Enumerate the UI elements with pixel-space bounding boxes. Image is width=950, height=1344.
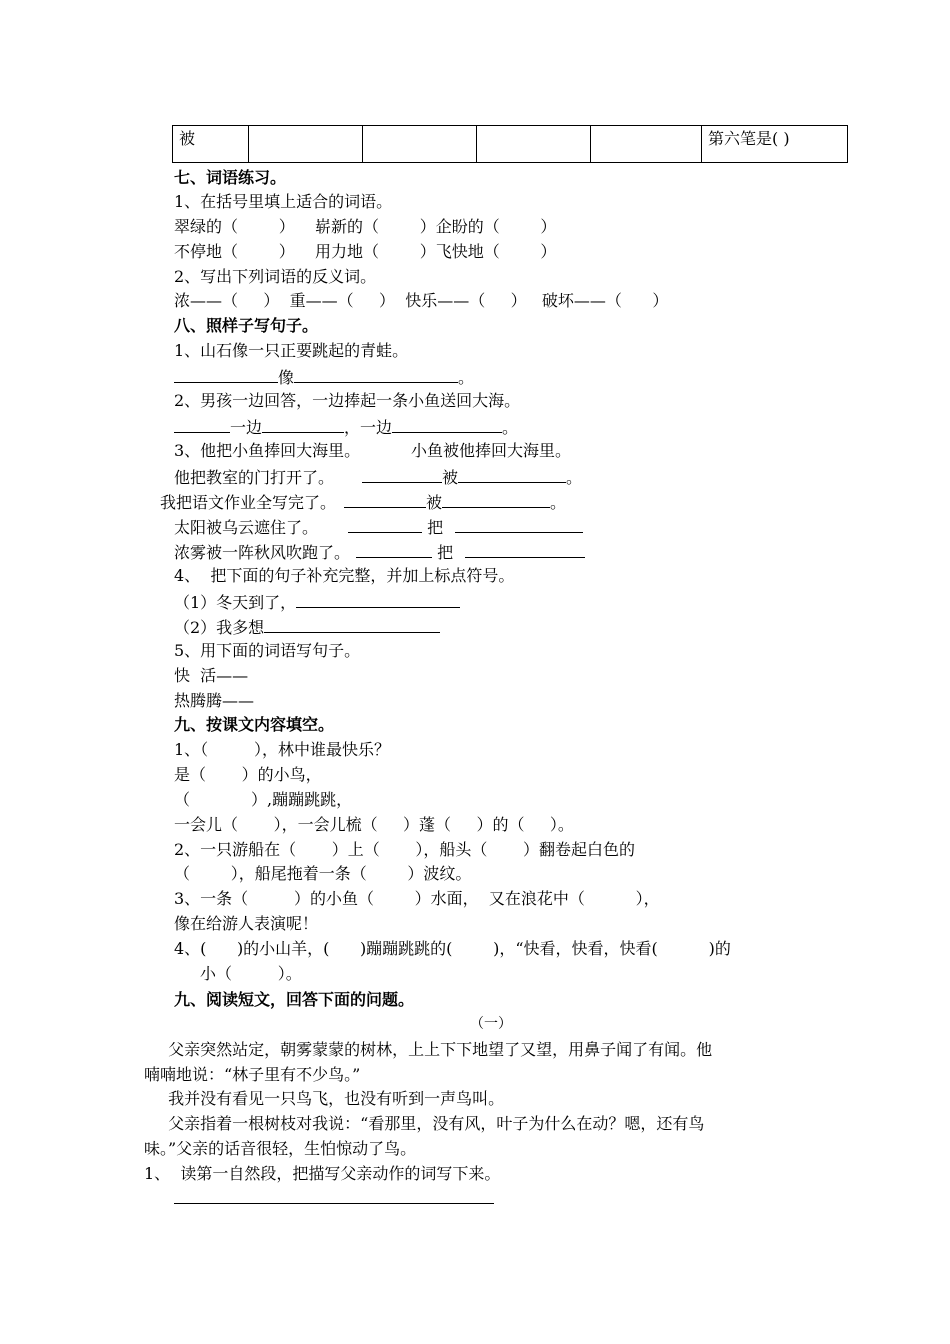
sentence: 我把语文作业全写完了。	[160, 493, 337, 512]
period: 。	[458, 368, 475, 387]
s8-q4-2	[174, 616, 440, 638]
s8-q2: 2、男孩一边回答，一边捧起一条小鱼送回大海。	[174, 391, 521, 410]
answer-line[interactable]	[174, 1203, 494, 1204]
answer-blank[interactable]	[458, 466, 566, 483]
section-8-title: 八、照样子写句子。	[174, 316, 319, 335]
period: 。	[550, 493, 567, 512]
sentence: 太阳被乌云遮住了。	[174, 518, 319, 537]
s9a-l10: 小（ ）。	[200, 964, 302, 983]
s8-q4-1	[174, 591, 460, 613]
stroke-blank-cell	[477, 126, 591, 163]
section-7-title: 七、词语练习。	[174, 168, 287, 187]
stroke-blank-cell	[591, 126, 702, 163]
s7-row1: 翠绿的（ ） 崭新的（ ）企盼的（ ）	[174, 217, 557, 236]
section-9a-title: 九、按课文内容填空。	[174, 715, 335, 734]
s9a-l7: 3、一条（ ）的小鱼（ ）水面， 又在浪花中（ ），	[174, 889, 660, 908]
word-bei: 被	[442, 468, 459, 487]
word-yibian: 一边	[230, 418, 263, 437]
passage-number: （一）	[470, 1016, 512, 1032]
period: 。	[566, 468, 583, 487]
period: 。	[502, 418, 519, 437]
sentence: 浓雾被一阵秋风吹跑了。	[174, 543, 351, 562]
s7-antonyms: 浓——（ ） 重——（ ） 快乐——（ ） 破坏——（ ）	[174, 291, 669, 310]
answer-blank[interactable]	[348, 516, 422, 533]
passage-p3b: 味。”父亲的话音很轻，生怕惊动了鸟。	[144, 1139, 417, 1158]
s9a-l6: （ ），船尾拖着一条（ ）波纹。	[174, 864, 472, 883]
word-ba: 把	[427, 518, 444, 537]
s8-q3-row3	[174, 516, 583, 538]
stroke-sixth-cell: 第六笔是( )	[702, 126, 848, 163]
answer-blank[interactable]	[264, 616, 440, 633]
s8-q4: 4、 把下面的句子补充完整，并加上标点符号。	[174, 566, 515, 585]
stroke-char-cell: 被	[173, 126, 249, 163]
s8-q5-2: 热腾腾——	[174, 691, 255, 710]
s8-q3-row1	[174, 466, 582, 488]
answer-blank[interactable]	[344, 491, 426, 508]
answer-blank[interactable]	[455, 516, 583, 533]
s8-q5-1: 快 活——	[174, 666, 249, 685]
passage-p1b: 喃喃地说：“林子里有不少鸟。”	[144, 1065, 361, 1084]
answer-blank[interactable]	[294, 366, 458, 383]
s8-q3-row2	[160, 491, 566, 513]
s9a-l3: （ ）,蹦蹦跳跳，	[174, 790, 353, 809]
word-ba: 把	[437, 543, 454, 562]
stroke-order-table	[172, 125, 848, 163]
s9a-l9: 4、( )的小山羊，( )蹦蹦跳跳的( )，“快看，快看，快看( )的	[174, 939, 731, 958]
passage-p3a: 父亲指着一根树枝对我说：“看那里，没有风，叶子为什么在动？嗯，还有鸟	[158, 1114, 705, 1133]
answer-blank[interactable]	[174, 416, 230, 433]
s9a-l8: 像在给游人表演呢！	[174, 914, 319, 933]
word-like: 像	[278, 368, 295, 387]
answer-blank[interactable]	[174, 366, 278, 383]
prompt: （1）冬天到了，	[174, 593, 297, 612]
word-yibian-2: ，一边	[344, 418, 393, 437]
s8-q1-answer	[174, 366, 474, 388]
answer-blank[interactable]	[392, 416, 502, 433]
s7-q2: 2、写出下列词语的反义词。	[174, 267, 377, 286]
s9a-l2: 是（ ）的小鸟，	[174, 765, 322, 784]
answer-blank[interactable]	[296, 591, 460, 608]
s8-q2-answer	[174, 416, 518, 438]
answer-blank[interactable]	[262, 416, 344, 433]
s9a-l5: 2、一只游船在（ ）上（ ），船头（ ）翻卷起白色的	[174, 840, 635, 859]
answer-blank[interactable]	[465, 541, 585, 558]
answer-blank[interactable]	[356, 541, 432, 558]
s8-q3-row4	[174, 541, 585, 563]
stroke-blank-cell	[363, 126, 477, 163]
s8-q3: 3、他把小鱼捧回大海里。 小鱼被他捧回大海里。	[174, 441, 572, 460]
passage-p1a: 父亲突然站定，朝雾蒙蒙的树林，上上下下地望了又望，用鼻子闻了有闻。他	[158, 1040, 713, 1059]
s9a-l4: 一会儿（ ），一会儿梳（ ）蓬（ ）的（ ）。	[174, 815, 574, 834]
passage-p2: 我并没有看见一只鸟飞，也没有听到一声鸟叫。	[158, 1089, 505, 1108]
sentence: 他把教室的门打开了。	[174, 468, 335, 487]
s8-q1: 1、山石像一只正要跳起的青蛙。	[174, 341, 409, 360]
prompt: （2）我多想	[174, 618, 265, 637]
stroke-blank-cell	[249, 126, 363, 163]
s9a-l1: 1、（ ），林中谁最快乐？	[174, 740, 390, 759]
section-9b-title: 九、阅读短文，回答下面的问题。	[174, 990, 415, 1009]
reading-q1: 1、 读第一自然段，把描写父亲动作的词写下来。	[144, 1164, 501, 1183]
answer-blank[interactable]	[442, 491, 550, 508]
answer-blank[interactable]	[362, 466, 442, 483]
s7-row2: 不停地（ ） 用力地（ ）飞快地（ ）	[174, 242, 557, 261]
s7-q1: 1、在括号里填上适合的词语。	[174, 192, 393, 211]
s8-q5: 5、用下面的词语写句子。	[174, 641, 361, 660]
word-bei: 被	[426, 493, 443, 512]
